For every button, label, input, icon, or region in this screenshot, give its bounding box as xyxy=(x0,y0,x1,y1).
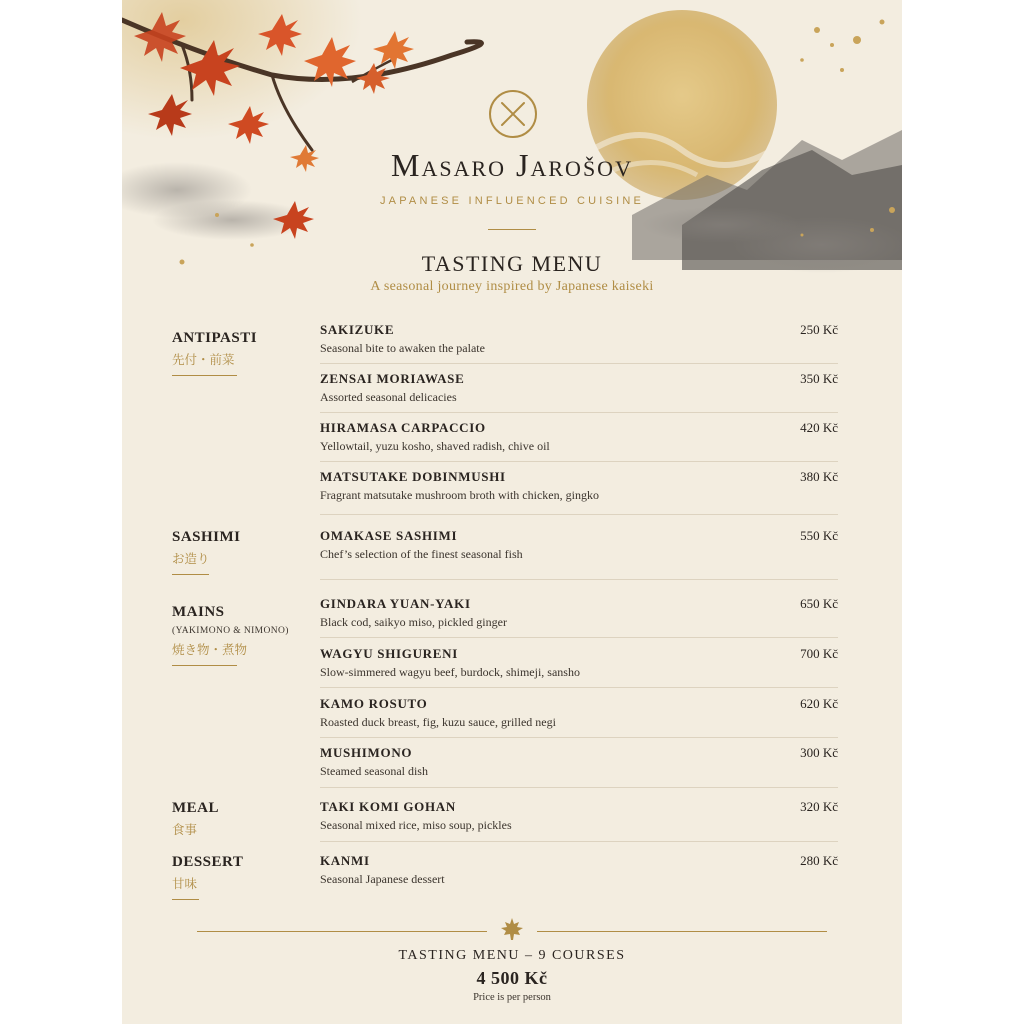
menu-item xyxy=(320,420,838,453)
item-price: 350 Kč xyxy=(800,371,838,386)
section-japanese: 甘味 xyxy=(172,877,198,891)
item-name: OMAKASE SASHIMI xyxy=(320,528,458,543)
item-name: KANMI xyxy=(320,853,370,868)
footer-price: 4 500 Kč xyxy=(476,968,548,988)
footer-note: Price is per person xyxy=(473,992,551,1003)
menu-item xyxy=(320,322,838,355)
restaurant-subtitle: JAPANESE INFLUENCED CUISINE xyxy=(379,195,645,207)
item-price: 250 Kč xyxy=(800,322,838,337)
item-divider xyxy=(320,412,838,413)
section-name: MAINS xyxy=(172,604,225,620)
menu-item xyxy=(320,696,838,729)
item-name: MATSUTAKE DOBINMUSHI xyxy=(320,469,506,484)
item-description: Fragrant matsutake mushroom broth with chicken, gingko xyxy=(320,488,599,502)
menu-item xyxy=(320,745,838,778)
menu-item xyxy=(320,646,838,679)
title-divider xyxy=(488,229,536,230)
section-meal xyxy=(172,799,219,838)
item-divider xyxy=(320,514,838,515)
item-description: Black cod, saikyo miso, pickled ginger xyxy=(320,615,507,629)
section-name: SASHIMI xyxy=(172,529,241,545)
menu-item xyxy=(320,528,838,561)
section-rule xyxy=(172,375,237,376)
item-divider xyxy=(320,687,838,688)
maple-leaf-icon xyxy=(500,917,524,941)
item-price: 420 Kč xyxy=(800,420,838,435)
item-description: Assorted seasonal delicacies xyxy=(320,390,457,404)
item-price: 280 Kč xyxy=(800,853,838,868)
menu-page xyxy=(122,0,902,1024)
section-japanese: 先付・前菜 xyxy=(172,353,235,367)
section-antipasti xyxy=(172,329,257,376)
item-divider xyxy=(320,637,838,638)
section-japanese: 焼き物・煮物 xyxy=(172,643,248,657)
item-name: WAGYU SHIGURENI xyxy=(320,646,458,661)
item-divider xyxy=(320,579,838,580)
item-price: 550 Kč xyxy=(800,528,838,543)
footer-rule-right xyxy=(537,931,827,932)
item-description: Seasonal mixed rice, miso soup, pickles xyxy=(320,818,512,832)
chopsticks-circle-icon xyxy=(488,89,538,139)
footer-rule-left xyxy=(197,931,487,932)
item-price: 650 Kč xyxy=(800,596,838,611)
item-description: Yellowtail, yuzu kosho, shaved radish, chive oil xyxy=(320,439,550,453)
footer-courses: TASTING MENU – 9 COURSES xyxy=(398,948,626,963)
item-name: MUSHIMONO xyxy=(320,745,413,760)
item-description: Steamed seasonal dish xyxy=(320,764,428,778)
section-rule xyxy=(172,574,209,575)
section-note: (YAKIMONO & NIMONO) xyxy=(172,626,289,636)
section-sashimi xyxy=(172,528,241,575)
item-description: Roasted duck breast, fig, kuzu sauce, grilled negi xyxy=(320,715,556,729)
item-price: 300 Kč xyxy=(800,745,838,760)
menu-item xyxy=(320,469,838,502)
section-name: MEAL xyxy=(172,800,219,816)
menu-tagline: A seasonal journey inspired by Japanese kaiseki xyxy=(370,279,654,294)
item-divider xyxy=(320,363,838,364)
item-description: Seasonal bite to awaken the palate xyxy=(320,341,485,355)
section-name: DESSERT xyxy=(172,854,244,870)
menu-title: TASTING MENU xyxy=(421,251,603,276)
item-name: TAKI KOMI GOHAN xyxy=(320,799,456,814)
item-name: GINDARA YUAN-YAKI xyxy=(320,596,471,611)
item-description: Slow-simmered wagyu beef, burdock, shimeji, sansho xyxy=(320,665,580,679)
section-japanese: お造り xyxy=(172,552,210,566)
item-divider xyxy=(320,787,838,788)
item-name: HIRAMASA CARPACCIO xyxy=(320,420,486,435)
item-name: ZENSAI MORIAWASE xyxy=(320,371,465,386)
item-price: 320 Kč xyxy=(800,799,838,814)
item-divider xyxy=(320,841,838,842)
item-price: 620 Kč xyxy=(800,696,838,711)
menu-item xyxy=(320,371,838,404)
menu-item xyxy=(320,853,838,886)
restaurant-name: Masaro Jarošov xyxy=(391,147,633,183)
section-name: ANTIPASTI xyxy=(172,330,258,346)
item-name: SAKIZUKE xyxy=(320,322,395,337)
item-divider xyxy=(320,737,838,738)
item-divider xyxy=(320,461,838,462)
section-dessert xyxy=(172,853,243,900)
section-rule xyxy=(172,665,237,666)
section-japanese: 食事 xyxy=(172,823,198,837)
section-mains xyxy=(172,603,289,666)
item-description: Chef’s selection of the finest seasonal fish xyxy=(320,547,523,561)
section-rule xyxy=(172,899,199,900)
item-price: 700 Kč xyxy=(800,646,838,661)
item-price: 380 Kč xyxy=(800,469,838,484)
menu-item xyxy=(320,596,838,629)
item-description: Seasonal Japanese dessert xyxy=(320,872,445,886)
menu-item xyxy=(320,799,838,832)
item-name: KAMO ROSUTO xyxy=(320,696,428,711)
